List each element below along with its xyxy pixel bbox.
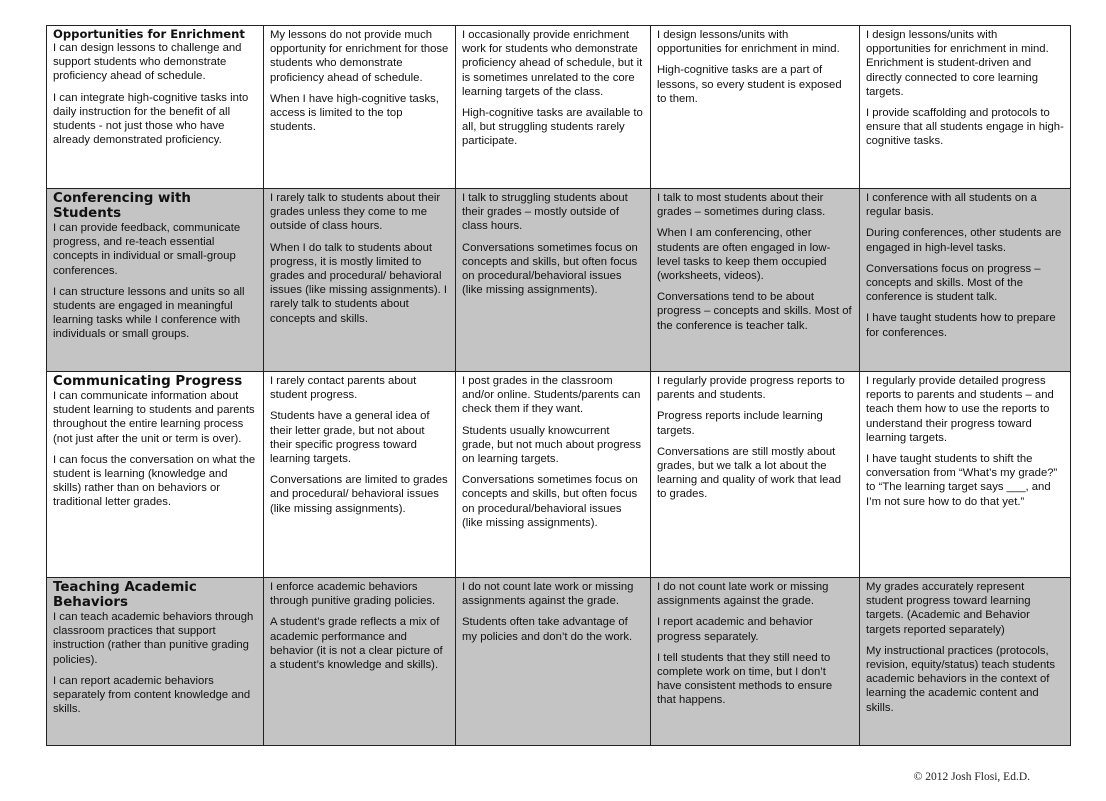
level-cell — [860, 26, 1071, 189]
level-cell — [456, 578, 651, 746]
level-text: I post grades in the classroom and/or online. Students/parents can check them if they want. — [462, 375, 641, 416]
criterion-description: I can teach academic behaviors through classroom practices that support instruction (rather than punitive grading policies). — [53, 611, 254, 666]
level-cell — [456, 189, 651, 372]
level-text: Conversations are still mostly about grades, but we talk a lot about the learning and quality of work that lead to grades. — [657, 445, 842, 501]
level-text: I report academic and behavior progress separately. — [657, 616, 813, 643]
level-text: My grades accurately represent student progress toward learning targets. (Academic and Behavior targets reported separately) — [866, 581, 1031, 636]
rubric-row-enrichment — [47, 26, 1071, 189]
level-cell — [264, 189, 456, 372]
level-cell — [651, 578, 860, 746]
level-cell — [651, 372, 860, 578]
criterion-description: I can integrate high-cognitive tasks into daily instruction for the benefit of all students - not just those who have already demonstrated proficiency. — [53, 91, 249, 147]
level-cell — [264, 26, 456, 189]
level-text: Conversations focus on progress – concepts and skills. Most of the conference is student talk. — [866, 262, 1041, 304]
level-text: I have taught students to shift the conversation from “What’s my grade?” to “The learning target says ___, and I’m not sure how to do that yet.” — [866, 453, 1058, 508]
level-text: My instructional practices (protocols, revision, equity/status) teach students academic behaviors in the context of learning the academic content and skills. — [866, 644, 1056, 714]
level-text: I talk to most students about their grades – sometimes during class. — [657, 192, 826, 219]
level-cell — [860, 189, 1071, 372]
criterion-description: I can provide feedback, communicate progress, and re-teach essential concepts in individual or small-group conferences. — [53, 222, 241, 277]
criterion-title: Conferencing with Students — [53, 191, 191, 221]
criterion-cell — [47, 189, 264, 372]
level-cell — [264, 578, 456, 746]
criterion-description: I can structure lessons and units so all students are engaged in meaningful learning tasks while I conference with individuals or small groups. — [53, 285, 245, 341]
level-text: I conference with all students on a regular basis. — [866, 192, 1037, 219]
level-text: High-cognitive tasks are available to all, but struggling students rarely participate. — [462, 107, 643, 148]
criterion-cell — [47, 26, 264, 189]
criterion-title: Teaching Academic Behaviors — [53, 580, 197, 610]
rubric-row-communicating — [47, 372, 1071, 578]
level-cell — [860, 372, 1071, 578]
level-text: Conversations are limited to grades and procedural/ behavioral issues (like missing assignments). — [270, 474, 448, 515]
level-text: My lessons do not provide much opportunity for enrichment for those students who demonstrate proficiency ahead of schedule. — [270, 29, 449, 84]
criterion-description: I can design lessons to challenge and support students who demonstrate proficiency ahead of schedule. — [53, 42, 242, 83]
level-text: I rarely contact parents about student progress. — [270, 375, 417, 402]
level-cell — [264, 372, 456, 578]
level-text: Conversations sometimes focus on concepts and skills, but often focus on procedural/behavioral issues (like missing assignments). — [462, 241, 638, 297]
criterion-title: Opportunities for Enrichment — [53, 27, 245, 41]
level-text: I do not count late work or missing assignments against the grade. — [657, 581, 829, 608]
level-text: I design lessons/units with opportunities for enrichment in mind. — [657, 29, 840, 56]
level-text: I have taught students how to prepare for conferences. — [866, 312, 1056, 339]
level-text: I design lessons/units with opportunities for enrichment in mind. Enrichment is student-driven and directly connected to core learning targets. — [866, 29, 1049, 98]
level-text: When I have high-cognitive tasks, access is limited to the top students. — [270, 92, 439, 134]
level-text: I regularly provide progress reports to parents and students. — [657, 375, 845, 402]
level-cell — [456, 26, 651, 189]
level-text: I provide scaffolding and protocols to ensure that all students engage in high-cognitive tasks. — [866, 107, 1064, 148]
criterion-cell — [47, 578, 264, 746]
level-text: Students usually knowcurrent grade, but not much about progress on learning targets. — [462, 424, 641, 466]
level-text: High-cognitive tasks are a part of lessons, so every student is exposed to them. — [657, 64, 842, 105]
criterion-cell — [47, 372, 264, 578]
level-text: I regularly provide detailed progress reports to parents and students – and teach them how to use the reports to understand their progress toward learning targets. — [866, 375, 1054, 444]
level-text: I do not count late work or missing assignments against the grade. — [462, 581, 634, 608]
level-text: Students often take advantage of my policies and don’t do the work. — [462, 616, 633, 643]
rubric-table — [46, 25, 1071, 746]
level-text: When I do talk to students about progress, it is mostly limited to grades and procedural/ behavioral issues (like missing assignments). I rarely talk to students about concepts and skills. — [270, 241, 448, 325]
level-cell — [456, 372, 651, 578]
rubric-row-conferencing — [47, 189, 1071, 372]
criterion-description: I can focus the conversation on what the student is learning (knowledge and skills) rather than on behaviors or traditional letter grades. — [53, 453, 256, 509]
level-text: Students have a general idea of their letter grade, but not about their specific progress toward learning targets. — [270, 410, 430, 466]
level-text: When I am conferencing, other students are often engaged in low-level tasks to keep them occupied (worksheets, videos). — [657, 227, 831, 283]
level-cell — [860, 578, 1071, 746]
level-text: A student’s grade reflects a mix of academic performance and behavior (it is not a clear picture of a student’s knowledge and skills). — [270, 616, 443, 672]
level-text: Conversations tend to be about progress – concepts and skills. Most of the conference is teacher talk. — [657, 291, 852, 332]
level-text: I rarely talk to students about their grades unless they come to me outside of class hours. — [270, 192, 441, 233]
level-text: Progress reports include learning targets. — [657, 410, 823, 437]
rubric-row-academic-behaviors — [47, 578, 1071, 746]
level-cell — [651, 189, 860, 372]
level-text: Conversations sometimes focus on concepts and skills, but often focus on procedural/behavioral issues (like missing assignments). — [462, 474, 638, 529]
level-text: During conferences, other students are engaged in high-level tasks. — [866, 227, 1062, 254]
criterion-title: Communicating Progress — [53, 374, 243, 389]
copyright-notice: © 2012 Josh Flosi, Ed.D. — [913, 771, 1030, 783]
level-text: I enforce academic behaviors through punitive grading policies. — [270, 581, 436, 608]
criterion-description: I can communicate information about student learning to students and parents throughout the entire learning process (not just after the unit or term is over). — [53, 390, 255, 445]
level-cell — [651, 26, 860, 189]
level-text: I occasionally provide enrichment work for students who demonstrate proficiency ahead of schedule, but it is sometimes unrelated to the core learning targets of the class. — [462, 29, 643, 98]
criterion-description: I can report academic behaviors separately from content knowledge and skills. — [53, 674, 251, 716]
level-text: I tell students that they still need to complete work on time, but I don’t have consistent methods to ensure that happens. — [657, 651, 833, 707]
level-text: I talk to struggling students about their grades – mostly outside of class hours. — [462, 192, 628, 233]
